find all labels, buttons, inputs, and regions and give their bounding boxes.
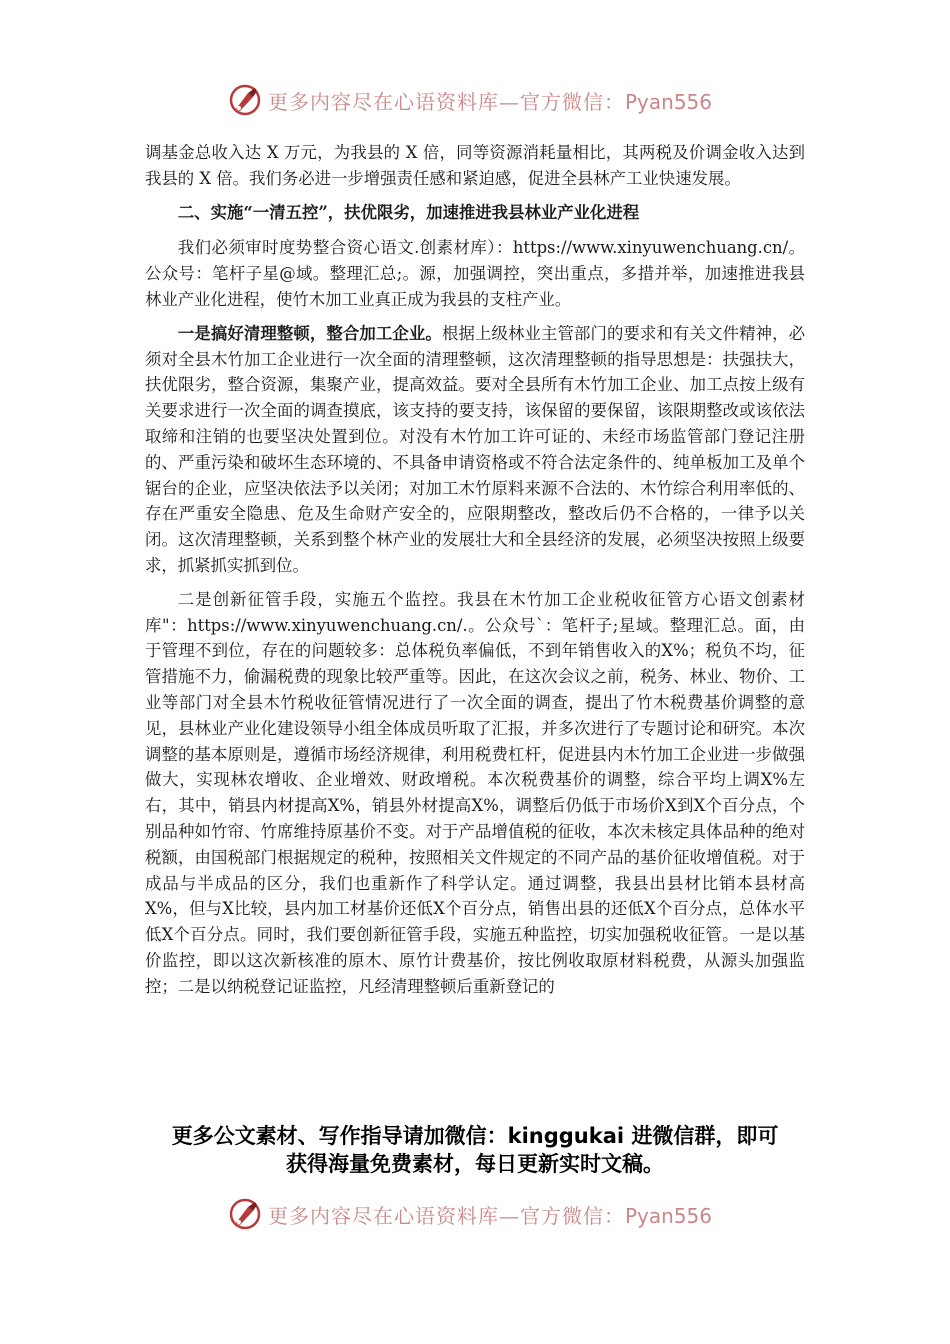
- banner-text: 更多内容尽在心语资料库—官方微信：Pyan556: [268, 1203, 713, 1228]
- promo-notice: [0, 1122, 950, 1178]
- promo-line: 获得海量免费素材，每日更新实时文稿。: [286, 1152, 664, 1176]
- document-body: [145, 140, 805, 1008]
- section-heading: 二、实施“一清五控”，扶优限劣，加速推进我县林业产业化进程: [177, 202, 640, 222]
- wechat-id: Pyan556: [625, 1203, 713, 1228]
- footer-banner: [0, 1192, 950, 1236]
- pen-nib-logo-icon: [228, 1197, 262, 1231]
- promo-line: 更多公文素材、写作指导请加微信：kinggukai 进微信群，即可: [171, 1124, 779, 1148]
- header-banner: [0, 78, 950, 122]
- wechat-id: Pyan556: [625, 89, 713, 114]
- paragraph: [145, 321, 805, 579]
- paragraph: 我们必须审时度势整合资心语文.创素材库）：https://www.xinyuwenchuang.cn/。公众号：笔杆子星@域。整理汇总;。源，加强调控，突出重点，多措并举，加速推进我县林业产业化进程，使竹木加工业真正成为我县的支柱产业。: [145, 238, 805, 309]
- paragraph-lead: 一是搞好清理整顿，整合加工企业。: [177, 323, 442, 343]
- pen-nib-logo-icon: [228, 83, 262, 117]
- paragraph-body: 根据上级林业主管部门的要求和有关文件精神，必须对全县木竹加工企业进行一次全面的清理整顿，这次清理整顿的指导思想是：扶强扶大，扶优限劣，整合资源，集聚产业，提高效益。要对全县所有木竹加工企业、加工点按上级有关要求进行一次全面的调查摸底，该支持的要支持，该保留的要保留，该限期整改或该依法取缔和注销的也要坚决处置到位。对没有木竹加工许可证的、未经市场监管部门登记注册的、严重污染和破坏生态环境的、不具备申请资格或不符合法定条件的、纯单板加工及单个锯台的企业，应坚决依法予以关闭；对加工木竹原料来源不合法的、木竹综合利用率低的、存在严重安全隐患、危及生命财产安全的，应限期整改，整改后仍不合格的，一律予以关闭。这次清理整顿，关系到整个林产业的发展壮大和全县经济的发展，必须坚决按照上级要求，抓紧抓实抓到位。: [145, 323, 806, 575]
- paragraph: 二是创新征管手段，实施五个监控。我县在木竹加工企业税收征管方心语文创素材库"：https://www.xinyuwenchuang.cn/.。公众号`：笔杆子;星域。整理汇总。面，由于管理不到位，存在的问题较多：总体税负率偏低，不到年销售收入的X%；税负不均，征管措施不力，偷漏税费的现象比较严重等。因此，在这次会议之前，税务、林业、物价、工业等部门对全县木竹税收征管情况进行了一次全面的调查，提出了竹木税费基价调整的意见，县林业产业化建设领导小组全体成员听取了汇报，并多次进行了专题讨论和研究。本次调整的基本原则是，遵循市场经济规律，利用税费杠杆，促进县内木竹加工企业进一步做强做大，实现林农增收、企业增效、财政增税。本次税费基价的调整，综合平均上调X%左右，其中，销县内材提高X%，销县外材提高X%，调整后仍低于市场价X到X个百分点，个别品种如竹帘、竹席维持原基价不变。对于产品增值税的征收，本次未核定具体品种的绝对税额，由国税部门根据规定的税种，按照相关文件规定的不同产品的基价征收增值税。对于成品与半成品的区分，我们也重新作了科学认定。通过调整，我县出县材比销本县材高X%，但与X比较，县内加工材基价还低X个百分点，销售出县的还低X个百分点，总体水平低X个百分点。同时，我们要创新征管手段，实施五种监控，切实加强税收征管。一是以基价监控，即以这次新核准的原木、原竹计费基价，按比例收取原材料税费，从源头加强监控；二是以纳税登记证监控，凡经清理整顿后重新登记的: [145, 589, 805, 996]
- paragraph: 调基金总收入达 X 万元，为我县的 X 倍，同等资源消耗量相比，其两税及价调金收入达到我县的 X 倍。我们务必进一步增强责任感和紧迫感，促进全县林产工业快速发展。: [145, 143, 805, 188]
- banner-text: 更多内容尽在心语资料库—官方微信：Pyan556: [268, 89, 713, 114]
